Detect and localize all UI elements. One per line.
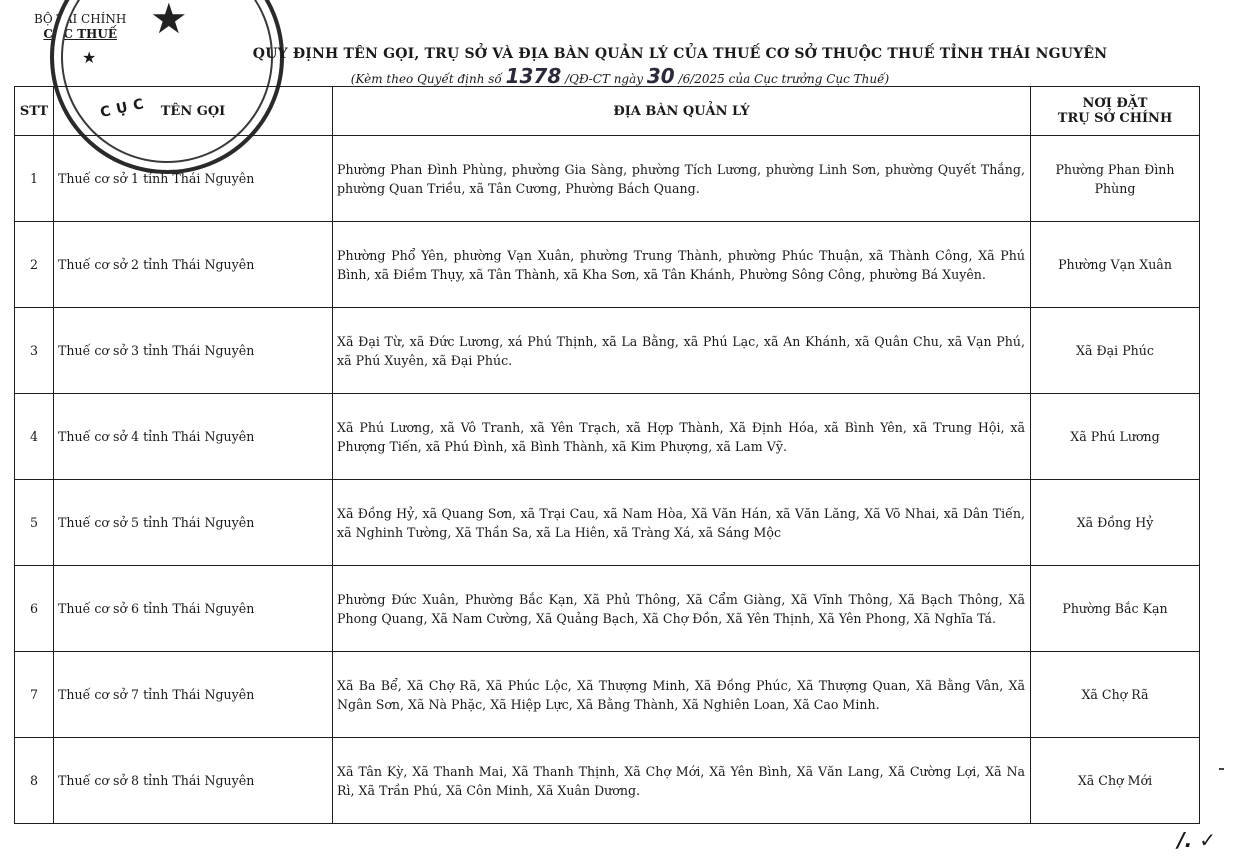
margin-mark (1219, 768, 1224, 770)
cell-name: Thuế cơ sở 5 tỉnh Thái Nguyên (54, 480, 333, 566)
initials-signature: /. ✓ (1177, 828, 1216, 852)
table-row (15, 480, 1200, 566)
header-name: TÊN GỌI (54, 87, 333, 136)
cell-area: Phường Phan Đình Phùng, phường Gia Sàng, phường Tích Lương, phường Linh Sơn, phường Quyết Thắng, phường Quan Triều, xã Tân Cương, Phường Bách Quang. (333, 136, 1031, 222)
table-row (15, 222, 1200, 308)
header-hq (1031, 87, 1200, 136)
cell-stt: 8 (15, 738, 54, 824)
star-icon: ★ (150, 0, 188, 43)
ministry-name: BỘ TÀI CHÍNH (34, 12, 127, 26)
table-row (15, 652, 1200, 738)
cell-hq: Phường Vạn Xuân (1031, 222, 1200, 308)
cell-hq: Xã Phú Lương (1031, 394, 1200, 480)
cell-area: Xã Ba Bể, Xã Chợ Rã, Xã Phúc Lộc, Xã Thượng Minh, Xã Đồng Phúc, Xã Thượng Quan, Xã Bằng Vân, Xã Ngân Sơn, Xã Nà Phặc, Xã Hiệp Lực, Xã Bằng Thành, Xã Nghiên Loan, Xã Cao Minh. (333, 652, 1031, 738)
cell-hq: Xã Chợ Mới (1031, 738, 1200, 824)
header-hq-line1: NƠI ĐẶT (1082, 96, 1148, 111)
cell-name: Thuế cơ sở 3 tỉnh Thái Nguyên (54, 308, 333, 394)
cell-name: Thuế cơ sở 7 tỉnh Thái Nguyên (54, 652, 333, 738)
cell-stt: 2 (15, 222, 54, 308)
subtitle-prefix: (Kèm theo Quyết định số (350, 72, 502, 86)
table-row (15, 394, 1200, 480)
cell-hq: Xã Chợ Rã (1031, 652, 1200, 738)
cell-name: Thuế cơ sở 1 tỉnh Thái Nguyên (54, 136, 333, 222)
cell-area: Phường Đức Xuân, Phường Bắc Kạn, Xã Phủ Thông, Xã Cẩm Giàng, Xã Vĩnh Thông, Xã Bạch Thông, Xã Phong Quang, Xã Nam Cường, Xã Quảng Bạch, Xã Chợ Đồn, Xã Yên Thịnh, Xã Yên Phong, Xã Nghĩa Tá. (333, 566, 1031, 652)
document-title: QUY ĐỊNH TÊN GỌI, TRỤ SỞ VÀ ĐỊA BÀN QUẢN LÝ CỦA THUẾ CƠ SỞ THUỘC THUẾ TỈNH THÁI NGUYÊN (252, 46, 1108, 62)
small-star-icon: ★ (82, 48, 97, 67)
cell-area: Xã Phú Lương, xã Vô Tranh, xã Yên Trạch, xã Hợp Thành, Xã Định Hóa, xã Bình Yên, xã Trung Hội, xã Phượng Tiến, xã Phú Đình, xã Bình Thành, xã Kim Phượng, xã Lam Vỹ. (333, 394, 1031, 480)
cell-name: Thuế cơ sở 2 tỉnh Thái Nguyên (54, 222, 333, 308)
document-subtitle (180, 64, 1060, 88)
department-name: CỤC THUẾ (43, 27, 117, 41)
cell-stt: 5 (15, 480, 54, 566)
cell-hq: Phường Phan Đình Phùng (1031, 136, 1200, 222)
cell-stt: 6 (15, 566, 54, 652)
cell-area: Xã Tân Kỳ, Xã Thanh Mai, Xã Thanh Thịnh, Xã Chợ Mới, Xã Yên Bình, Xã Văn Lang, Xã Cường Lợi, Xã Na Rì, Xã Trần Phú, Xã Côn Minh, Xã Xuân Dương. (333, 738, 1031, 824)
table-row (15, 566, 1200, 652)
table-header-row (15, 87, 1200, 136)
decision-number: 1378 (505, 64, 562, 88)
cell-name: Thuế cơ sở 8 tỉnh Thái Nguyên (54, 738, 333, 824)
table-row (15, 136, 1200, 222)
cell-hq: Phường Bắc Kạn (1031, 566, 1200, 652)
cell-area: Phường Phổ Yên, phường Vạn Xuân, phường Trung Thành, phường Phúc Thuận, xã Thành Công, Xã Phú Bình, xã Điềm Thụy, xã Tân Thành, xã Kha Sơn, xã Tân Khánh, Phường Sông Công, phường Bá Xuyên. (333, 222, 1031, 308)
header-area: ĐỊA BÀN QUẢN LÝ (333, 87, 1031, 136)
table-row (15, 738, 1200, 824)
decision-day: 30 (646, 64, 675, 88)
cell-area: Xã Đồng Hỷ, xã Quang Sơn, xã Trại Cau, xã Nam Hòa, Xã Văn Hán, xã Văn Lăng, Xã Võ Nhai, xã Dân Tiến, xã Nghinh Tường, Xã Thần Sa, xã La Hiên, xã Tràng Xá, xã Sáng Mộc (333, 480, 1031, 566)
tax-office-table (14, 86, 1200, 824)
cell-stt: 4 (15, 394, 54, 480)
cell-stt: 3 (15, 308, 54, 394)
cell-hq: Xã Đồng Hỷ (1031, 480, 1200, 566)
cell-stt: 7 (15, 652, 54, 738)
header-stt: STT (15, 87, 54, 136)
cell-area: Xã Đại Từ, xã Đức Lương, xá Phú Thịnh, xã La Bằng, xã Phú Lạc, xã An Khánh, xã Quân Chu, xã Vạn Phú, xã Phú Xuyên, xã Đại Phúc. (333, 308, 1031, 394)
header-hq-line2: TRỤ SỞ CHÍNH (1057, 111, 1173, 126)
cell-hq: Xã Đại Phúc (1031, 308, 1200, 394)
cell-stt: 1 (15, 136, 54, 222)
table-row (15, 308, 1200, 394)
cell-name: Thuế cơ sở 6 tỉnh Thái Nguyên (54, 566, 333, 652)
subtitle-suffix: /6/2025 của Cục trưởng Cục Thuế) (678, 72, 890, 86)
subtitle-middle: /QĐ-CT ngày (565, 72, 644, 86)
cell-name: Thuế cơ sở 4 tỉnh Thái Nguyên (54, 394, 333, 480)
seal-ring-text: CỤC (98, 94, 152, 122)
